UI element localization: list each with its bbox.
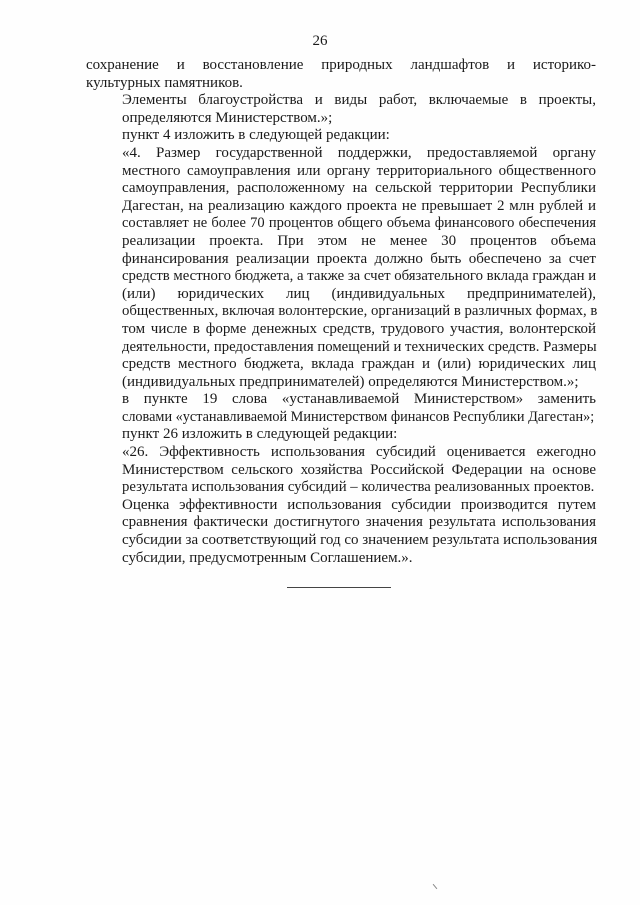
text-line: том числе в форме денежных средств, трудового участия, волонтерской [122, 320, 596, 337]
text-line: реализации проекта. При этом не менее 30 процентов объема [122, 232, 596, 249]
text-line: сравнения фактически достигнутого значения результата использования [122, 514, 596, 531]
text-line: субсидии за соответствующий год со значением результата использования [122, 532, 598, 549]
text-line: составляет не более 70 процентов общего объема финансового обеспечения [122, 215, 596, 232]
text-line: деятельности, предоставления помещений и технических средств. Размеры [122, 338, 597, 355]
text-line: Дагестан, на реализацию каждого проекта не превышает 2 млн рублей и [122, 197, 596, 214]
paragraph [86, 57, 596, 92]
paragraph [86, 127, 596, 145]
text-line: самоуправления, расположенному на сельской территории Республики [122, 180, 596, 197]
paragraph [86, 426, 596, 444]
text-line: сохранение и восстановление природных ландшафтов и историко- [86, 57, 596, 73]
text-line: финансирования реализации проекта должно быть обеспечено за счет [122, 250, 596, 267]
paragraph [86, 497, 596, 567]
scan-mark [433, 884, 438, 889]
text-line: общественных, включая волонтерские, организаций в различных формах, в [122, 303, 598, 320]
text-line: культурных памятников. [86, 74, 243, 91]
paragraph [86, 391, 596, 426]
text-line: (индивидуальных предпринимателей) определяются Министерством.»; [122, 373, 579, 390]
text-line: (или) юридических лиц (индивидуальных предпринимателей), [122, 285, 596, 302]
text-line: средств местного бюджета, вклада граждан и (или) юридических лиц [122, 356, 596, 373]
text-line: «26. Эффективность использования субсидий оценивается ежегодно [122, 444, 596, 461]
text-line: местного самоуправления или органу территориального общественного [122, 162, 596, 179]
text-line: определяются Министерством.»; [122, 109, 333, 126]
text-line: пункт 26 изложить в следующей редакции: [122, 426, 398, 443]
text-line: Министерством сельского хозяйства Российской Федерации на основе [122, 461, 596, 478]
text-line: результата использования субсидий – количества реализованных проектов. [122, 479, 595, 496]
text-line: пункт 4 изложить в следующей редакции: [122, 127, 390, 144]
text-line: словами «устанавливаемой Министерством финансов Республики Дагестан»; [122, 408, 595, 425]
page-number: 26 [312, 33, 328, 49]
end-of-text-rule [287, 587, 391, 588]
text-line: «4. Размер государственной поддержки, предоставляемой органу [122, 144, 596, 161]
paragraph [86, 145, 596, 391]
text-line: средств местного бюджета, а также за счет обязательного вклада граждан и [122, 268, 597, 285]
text-line: Элементы благоустройства и виды работ, включаемые в проекты, [122, 92, 596, 109]
text-line: в пункте 19 слова «устанавливаемой Министерством» заменить [122, 391, 596, 408]
paragraph [86, 444, 596, 497]
text-line: субсидии, предусмотренным Соглашением.». [122, 549, 413, 566]
text-line: Оценка эффективности использования субсидии производится путем [122, 496, 596, 513]
document-body [86, 57, 596, 567]
paragraph [86, 92, 596, 127]
